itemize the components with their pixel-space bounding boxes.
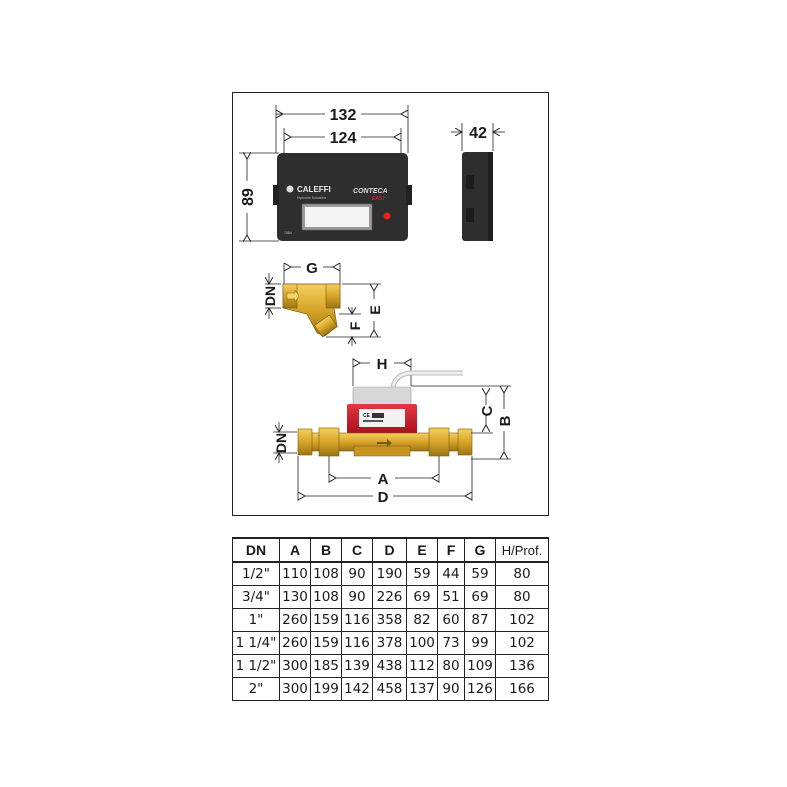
table-row	[233, 655, 549, 678]
col-header-f: F	[438, 538, 465, 562]
table-cell-d: 438	[373, 655, 407, 678]
col-header-g: G	[465, 538, 496, 562]
table-cell-a: 260	[280, 632, 311, 655]
table-cell-dn: 1 1/2"	[233, 655, 280, 678]
table-cell-e: 69	[407, 586, 438, 609]
table-cell-f: 51	[438, 586, 465, 609]
dim-h: H	[376, 356, 388, 373]
meter-front-view	[239, 105, 412, 241]
table-cell-c: 142	[342, 678, 373, 701]
caleffi-logo-icon	[287, 186, 294, 193]
table-cell-f: 80	[438, 655, 465, 678]
table-row	[233, 562, 549, 586]
meter-side-view	[451, 123, 505, 241]
table-header-row	[233, 538, 549, 562]
table-cell-dn: 1 1/4"	[233, 632, 280, 655]
technical-drawing-frame	[232, 92, 549, 516]
dim-124: 124	[329, 130, 357, 147]
table-cell-b: 185	[311, 655, 342, 678]
model-sub-text: EASY	[372, 196, 386, 202]
col-header-e: E	[407, 538, 438, 562]
table-cell-b: 108	[311, 586, 342, 609]
table-cell-g: 109	[465, 655, 496, 678]
table-cell-d: 378	[373, 632, 407, 655]
dim-g: G	[306, 260, 318, 277]
table-cell-d: 190	[373, 562, 407, 586]
table-cell-dn: 2"	[233, 678, 280, 701]
sensor-plate-text: CE	[363, 413, 370, 419]
table-cell-h-prof: 166	[496, 678, 549, 701]
dim-e: E	[367, 305, 383, 315]
table-cell-c: 90	[342, 586, 373, 609]
dim-b: B	[497, 415, 514, 427]
dim-a: A	[377, 471, 389, 488]
table-cell-f: 73	[438, 632, 465, 655]
dim-132: 132	[329, 107, 357, 124]
small-label-text: 7554	[284, 231, 292, 235]
dim-dn-sensor: DN	[273, 432, 289, 454]
dim-c: C	[479, 405, 496, 417]
dimensions-table	[232, 537, 549, 701]
table-cell-g: 126	[465, 678, 496, 701]
dim-89: 89	[240, 188, 257, 206]
dim-d: D	[377, 489, 389, 506]
table-cell-h-prof: 136	[496, 655, 549, 678]
table-cell-d: 226	[373, 586, 407, 609]
table-cell-f: 90	[438, 678, 465, 701]
table-cell-e: 82	[407, 609, 438, 632]
brand-text: CALEFFI	[297, 185, 331, 194]
table-cell-h-prof: 80	[496, 586, 549, 609]
table-cell-f: 44	[438, 562, 465, 586]
table-cell-h-prof: 80	[496, 562, 549, 586]
table-row	[233, 632, 549, 655]
dim-f: F	[347, 321, 363, 331]
table-cell-e: 59	[407, 562, 438, 586]
table-cell-g: 69	[465, 586, 496, 609]
table-cell-b: 159	[311, 609, 342, 632]
table-cell-c: 139	[342, 655, 373, 678]
table-cell-dn: 1"	[233, 609, 280, 632]
table-cell-a: 260	[280, 609, 311, 632]
table-cell-b: 159	[311, 632, 342, 655]
table-cell-b: 108	[311, 562, 342, 586]
table-cell-a: 300	[280, 655, 311, 678]
table-cell-a: 300	[280, 678, 311, 701]
col-header-h-prof: H/Prof.	[496, 538, 549, 562]
technical-drawing	[233, 93, 550, 517]
table-cell-d: 358	[373, 609, 407, 632]
table-cell-c: 116	[342, 632, 373, 655]
table-cell-e: 112	[407, 655, 438, 678]
table-cell-a: 130	[280, 586, 311, 609]
table-cell-h-prof: 102	[496, 609, 549, 632]
table-cell-dn: 1/2"	[233, 562, 280, 586]
col-header-b: B	[311, 538, 342, 562]
col-header-a: A	[280, 538, 311, 562]
strainer-view	[262, 260, 383, 346]
table-body	[233, 562, 549, 701]
table-cell-d: 458	[373, 678, 407, 701]
col-header-dn: DN	[233, 538, 280, 562]
table-cell-a: 110	[280, 562, 311, 586]
dim-dn-strainer: DN	[262, 285, 278, 307]
table-cell-h-prof: 102	[496, 632, 549, 655]
table-cell-c: 116	[342, 609, 373, 632]
table-row	[233, 678, 549, 701]
dim-42: 42	[469, 125, 487, 142]
table-row	[233, 609, 549, 632]
model-text: CONTECA	[353, 188, 388, 195]
table-cell-e: 100	[407, 632, 438, 655]
lcd-display	[305, 207, 369, 227]
col-header-d: D	[373, 538, 407, 562]
flow-sensor-view	[273, 356, 514, 506]
table-cell-f: 60	[438, 609, 465, 632]
table-cell-c: 90	[342, 562, 373, 586]
table-cell-g: 99	[465, 632, 496, 655]
table-cell-g: 59	[465, 562, 496, 586]
table-cell-b: 199	[311, 678, 342, 701]
table-cell-g: 87	[465, 609, 496, 632]
led-indicator-icon	[384, 213, 391, 220]
table-cell-dn: 3/4"	[233, 586, 280, 609]
brand-sub-text: Hydronic Solutions	[297, 196, 327, 200]
col-header-c: C	[342, 538, 373, 562]
table-row	[233, 586, 549, 609]
table-cell-e: 137	[407, 678, 438, 701]
